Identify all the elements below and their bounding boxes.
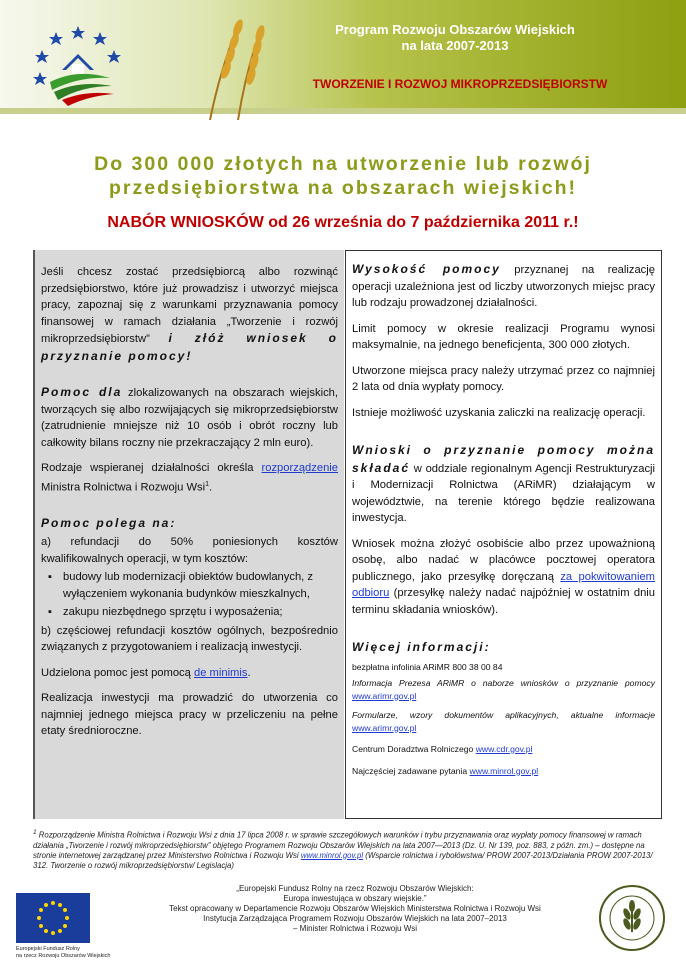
- wniosek-text: Wniosek można złożyć osobiście albo przez upoważnioną osobę, albo nadać w placówce pocztowej operatora publicznego, jako przesyłkę doręczaną: [352, 537, 655, 583]
- polega-a: a) refundacji do 50% poniesionych kosztów kwalifikowalnych operacji, w tym kosztów:: [41, 536, 338, 565]
- cdr-paragraph: [352, 743, 655, 755]
- infolinia: bezpłatna infolinia ARiMR 800 38 00 84: [352, 661, 503, 672]
- rodzaje-paragraph: [41, 460, 338, 496]
- footnote: [33, 828, 659, 871]
- footer-text: [130, 884, 580, 934]
- rodzaje-text2: Ministra Rolnictwa i Rozwoju Wsi: [41, 481, 206, 494]
- rodzaje-text: Rodzaje wspieranej działalności określa: [41, 462, 254, 474]
- polega-heading-p: [41, 515, 338, 533]
- intro-emphasis: i złóż wniosek o przyznanie pomocy!: [41, 331, 338, 363]
- pomoc-dla-heading: Pomoc dla: [41, 385, 123, 399]
- footnote-mark: 1: [33, 829, 37, 836]
- footnote-minrol-link[interactable]: www.minrol.gov.pl: [300, 850, 364, 860]
- cdr-link[interactable]: www.cdr.gov.pl: [475, 743, 533, 754]
- formularze-text: Formularze, wzory dokumentów aplikacyjnych, aktualne informacje: [352, 709, 655, 720]
- rodzaje-end: .: [209, 481, 213, 494]
- wysokosc-heading: Wysokość pomocy: [352, 262, 501, 276]
- udzielona-paragraph: [41, 665, 338, 682]
- headline: [20, 152, 666, 200]
- application-period: NABÓR WNIOSKÓW od 26 września do 7 października 2011 r.!: [107, 214, 579, 231]
- cdr-text: Centrum Doradztwa Rolniczego: [352, 743, 474, 754]
- list-item: ▪ budowy lub modernizacji obiektów budowlanych, z wyłączeniem wykonania budynków mieszkalnych,: [63, 569, 338, 602]
- footer-line3: Tekst opracowany w Departamencie Rozwoju Obszarów Wiejskich Ministerstwa Rolnictwa i Rozwoju Wsi: [169, 904, 541, 913]
- zaliczka-paragraph: Istnieje możliwość uzyskania zaliczki na realizację operacji.: [352, 406, 646, 419]
- headline-line1: Do 300 000 złotych na utworzenie lub rozwój: [94, 153, 592, 175]
- de-minimis-link[interactable]: de minimis: [193, 666, 248, 679]
- headline-line2: przedsiębiorstwa na obszarach wiejskich!: [109, 177, 577, 199]
- pokwitowanie-link[interactable]: za pokwitowaniem odbioru: [352, 570, 655, 599]
- eu-flag-icon: [16, 893, 90, 943]
- polega-b: b) częściowej refundacji kosztów ogólnych, bezpośrednio związanych z przygotowaniem i realizacją inwestycji.: [41, 624, 338, 654]
- footnote-text: Rozporządzenie Ministra Rolnictwa i Rozwoju Wsi z dnia 17 lipca 2008 r. w sprawie szczegółowych warunków i trybu przyznawania oraz wypłaty pomocy finansowej w ramach działania „Tworzenie i rozwój mikroprzedsiębiorstw” objętego Programem Rozwoju Obszarów Wiejskich na lata 2007—2013 (Dz. U. Nr 139, poz. 883, z późn. zm.) – dostępne na stronie internetowej zarządzanej przez Ministerstwo Rolnictwa i Rozwoju Wsi: [33, 830, 645, 860]
- footnote-text2: (Wsparcie rolnictwa i rybołówstwa/ PROW 2007-2013/Działania PROW 2007-2013/ 312. Tworzenie o rozwój mikroprzedsiębiorstw/ Legislacja): [33, 850, 653, 870]
- rozporzadzenie-link[interactable]: rozporządzenie: [261, 462, 339, 474]
- wheat-icon: [190, 10, 300, 120]
- footer-line2: Europa inwestująca w obszary wiejskie.”: [283, 894, 427, 903]
- prezesa-paragraph: [352, 677, 655, 703]
- list-item: ▪ zakupu niezbędnego sprzętu i wyposażenia;: [63, 604, 338, 621]
- realizacja-paragraph: Realizacja inwestycji ma prowadzić do utworzenia co najmniej jednego miejsca pracy w przeliczeniu na pełne etaty średnioroczne.: [41, 692, 338, 738]
- program-title-line2: na lata 2007-2013: [401, 38, 509, 53]
- ministry-seal-icon: [598, 884, 666, 952]
- pytania-text: Najczęściej zadawane pytania: [352, 765, 468, 776]
- intro-text: Jeśli chcesz zostać przedsiębiorcą albo rozwinąć przedsiębiorstwo, które już prowadzisz i utworzyć miejsca pracy, zapoznaj się z warunkami przyznawania pomocy finansowej w ramach działania „Tworzenie i rozwój mikroprzedsiębiorstw”: [41, 266, 338, 345]
- pytania-paragraph: [352, 765, 655, 777]
- wnioski-text: w oddziale regionalnym Agencji Restrukturyzacji i Modernizacji Rolnictwa (ARiMR) działającym w województwie, na terenie którego będzie realizowana inwestycja.: [352, 462, 656, 524]
- wysokosc-text: przyznanej na realizację operacji uzależniona jest od liczby utworzonych miejsc pracy lub rodzaju prowadzonej działalności.: [352, 264, 655, 309]
- minrol-link[interactable]: www.minrol.gov.pl: [469, 765, 539, 776]
- udzielona-end: .: [247, 666, 251, 679]
- pomoc-dla-text: zlokalizowanych na obszarach wiejskich, tworzących się albo rozwijających się mikroprzedsiębiorstw (zatrudnienie mniejsze niż 10 osób i obrót roczny lub całkowity bilans roczny nie przekraczający 2 mln euro).: [41, 387, 339, 449]
- wnioski-paragraph: [352, 442, 655, 527]
- right-column: [345, 250, 662, 819]
- udzielona-text: Udzielona pomoc jest pomocą: [41, 666, 191, 679]
- wiecej-heading-p: [352, 639, 655, 657]
- header-banner: [0, 0, 686, 128]
- eu-caption: [16, 946, 126, 960]
- arimr-forms-link[interactable]: www.arimr.gov.pl: [352, 722, 417, 733]
- footer-line5: – Minister Rolnictwa i Rozwoju Wsi: [292, 924, 418, 933]
- program-title: [305, 22, 605, 54]
- pomoc-dla-paragraph: [41, 384, 338, 451]
- arimr-link[interactable]: www.arimr.gov.pl: [352, 690, 417, 701]
- footer-line1: „Europejski Fundusz Rolny na rzecz Rozwoju Obszarów Wiejskich:: [236, 884, 474, 893]
- cost-list: [41, 569, 338, 621]
- utworzone-paragraph: Utworzone miejsca pracy należy utrzymać przez co najmniej 2 lata od dnia wypłaty pomocy.: [352, 364, 655, 393]
- measure-subtitle: TWORZENIE I ROZWOJ MIKROPRZEDSIĘBIORSTW: [312, 77, 608, 91]
- eu-caption-line1: Europejski Fundusz Rolny: [16, 946, 80, 952]
- prezesa-text: Informacja Prezesa ARiMR o naborze wniosków o przyznanie pomocy: [352, 677, 655, 688]
- wniosek-paragraph: [352, 536, 655, 619]
- left-column: [33, 250, 344, 819]
- wnioski-heading: Wnioski o przyznanie pomocy można składać: [352, 443, 655, 475]
- eu-caption-line2: na rzecz Rozwoju Obszarów Wiejskich: [16, 953, 111, 959]
- wysokosc-paragraph: [352, 261, 655, 312]
- footer-line4: Instytucja Zarządzająca Programem Rozwoju Obszarów Wiejskich na lata 2007–2013: [203, 914, 507, 923]
- formularze-paragraph: [352, 709, 655, 735]
- wniosek-end: (przesyłkę należy nadać najpóźniej w ostatnim dniu terminu składania wniosków).: [352, 587, 656, 616]
- program-title-line1: Program Rozwoju Obszarów Wiejskich: [335, 22, 575, 37]
- intro-paragraph: [41, 264, 338, 365]
- limit-paragraph: Limit pomocy w okresie realizacji Programu wynosi maksymalnie, na jednego beneficjenta, 300 000 złotych.: [352, 322, 655, 351]
- polega-heading: Pomoc polega na:: [41, 515, 177, 530]
- footnote-ref: 1: [205, 480, 210, 488]
- wiecej-heading: Więcej informacji:: [352, 640, 491, 654]
- prow-logo-icon: [28, 20, 128, 110]
